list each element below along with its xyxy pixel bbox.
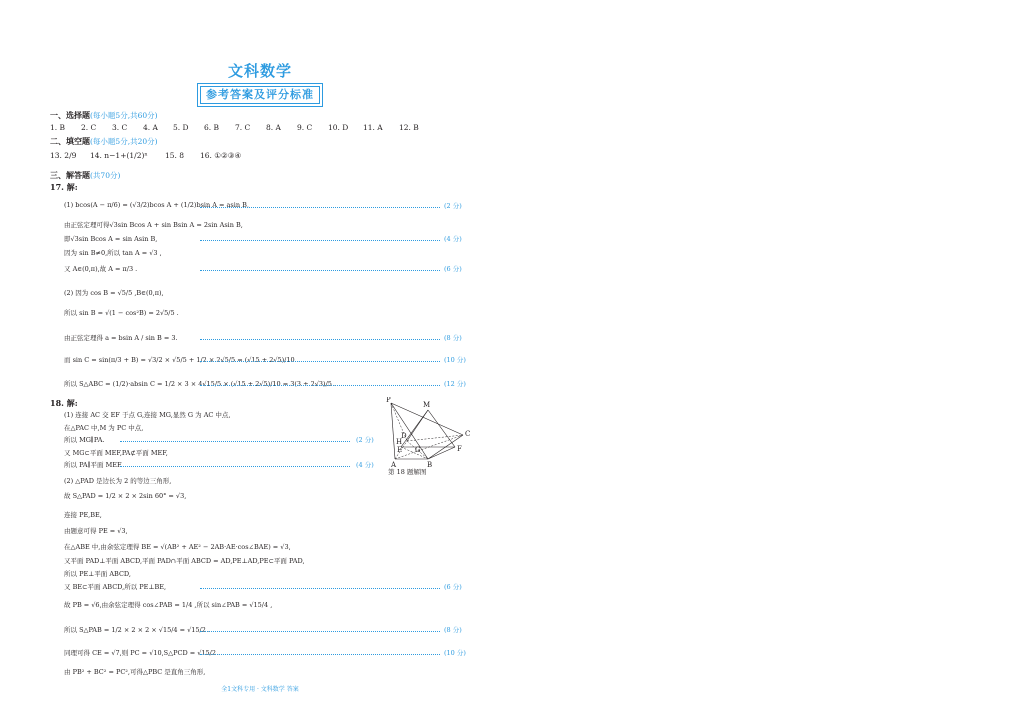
choice-answer: 10. D: [328, 123, 349, 132]
solution-line: (1) 连接 AC 交 EF 于点 G,连接 MG,显然 G 为 AC 中点,: [64, 411, 231, 419]
figure-caption: 第 18 题解图: [388, 468, 427, 476]
figure-label: D: [401, 432, 407, 440]
score-mark: (10 分): [444, 649, 466, 657]
solution-line: 故 S△PAD = 1/2 × 2 × 2sin 60° = √3,: [64, 492, 187, 500]
score-mark: (4 分): [356, 461, 374, 469]
score-leader: [120, 466, 350, 467]
solution-line: 又平面 PAD⊥平面 ABCD,平面 PAD∩平面 ABCD = AD,PE⊥AD,PE⊂平面 PAD,: [64, 557, 305, 565]
score-mark: (8 分): [444, 626, 462, 634]
solution-line: 所以 PA∥平面 MEF.: [64, 461, 123, 469]
edge-pa: [391, 403, 395, 459]
section3-note: (共70分): [90, 171, 121, 180]
page-title: 文科数学: [227, 62, 292, 80]
score-leader: [200, 339, 440, 340]
score-leader: [200, 207, 440, 208]
solution-line: 所以 S△ABC = (1/2)·absin C = 1/2 × 3 × 4√15/5 × (√15 + 2√5)/10 = 3(3 + 2√3)/5 .: [64, 380, 337, 388]
score-leader: [200, 588, 440, 589]
figure-label: C: [465, 430, 471, 438]
subtitle-box: 参考答案及评分标准: [200, 86, 320, 104]
solution-line: 而 sin C = sin(π/3 + B) = √3/2 × √5/5 + 1/2 × 2√5/5 = (√15 + 2√5)/10 .: [64, 356, 299, 364]
choice-answer: 7. C: [235, 123, 251, 132]
score-mark: (6 分): [444, 583, 462, 591]
score-mark: (4 分): [444, 235, 462, 243]
solution-line: 由正弦定理得 a = bsin A / sin B = 3.: [64, 334, 178, 342]
q18-label: 18. 解:: [50, 398, 78, 408]
solution-line: 因为 sin B≠0,所以 tan A = √3 ,: [64, 249, 162, 257]
edge-bf: [428, 447, 455, 459]
figure-label: M: [423, 401, 431, 409]
choice-answer: 1. B: [50, 123, 66, 132]
pyramid-figure: [383, 397, 473, 477]
solution-line: 所以 sin B = √(1 − cos²B) = 2√5/5 .: [64, 309, 179, 317]
choice-answer: 12. B: [399, 123, 419, 132]
section2-heading: [50, 136, 158, 147]
solution-line: 连接 PE,BE,: [64, 511, 102, 519]
solution-line: (2) 因为 cos B = √5/5 ,B∈(0,π),: [64, 289, 164, 297]
choice-answer: 8. A: [266, 123, 281, 132]
solution-line: 同理可得 CE = √7,则 PC = √10,S△PCD = √15/2 .: [64, 649, 221, 657]
choice-answer: 4. A: [143, 123, 158, 132]
solution-line: 所以 MG∥PA.: [64, 436, 105, 444]
figure-label: F: [457, 445, 462, 453]
solution-line: 即√3sin Bcos A = sin Asin B,: [64, 235, 158, 243]
score-leader: [200, 385, 440, 386]
figure-label: A: [391, 461, 397, 469]
score-leader: [200, 361, 440, 362]
solution-line: 在△PAC 中,M 为 PC 中点,: [64, 424, 144, 432]
section3-heading: [50, 170, 120, 181]
solution-line: (1) bcos(A − π/6) = (√3/2)bcos A + (1/2)bsin A = asin B,: [64, 201, 249, 209]
choice-answer: 11. A: [363, 123, 383, 132]
choice-answer: 9. C: [297, 123, 313, 132]
solution-line: 故 PB = √6,由余弦定理得 cos∠PAB = 1/4 ,所以 sin∠PAB = √15/4 ,: [64, 601, 273, 609]
solution-line: 由正弦定理可得√3sin Bcos A + sin Bsin A = 2sin Asin B,: [64, 221, 243, 229]
score-leader: [200, 240, 440, 241]
figure-label: H: [396, 438, 403, 446]
section2-title: 二、填空题: [50, 136, 90, 146]
page-footer: 全1文科专用 · 文科数学 答案: [221, 686, 299, 693]
fill-answer: 16. ①②③④: [200, 151, 242, 160]
section2-note: (每小题5分,共20分): [90, 137, 158, 146]
choice-answer: 2. C: [81, 123, 97, 132]
score-mark: (2 分): [356, 436, 374, 444]
choice-answer: 5. D: [173, 123, 189, 132]
figure-label: B: [427, 461, 433, 469]
solution-line: 在△ABE 中,由余弦定理得 BE = √(AB² + AE² − 2AB·AE·cos∠BAE) = √3,: [64, 543, 291, 551]
choice-answer: 3. C: [112, 123, 128, 132]
fill-answer: 14. n−1+(1/2)ⁿ: [90, 151, 148, 160]
solution-line: 由 PB² + BC² = PC²,可得△PBC 是直角三角形,: [64, 668, 206, 676]
section1-title: 一、选择题: [50, 110, 90, 120]
solution-line: 由题意可得 PE = √3,: [64, 527, 128, 535]
score-leader: [200, 270, 440, 271]
score-leader: [200, 631, 440, 632]
choice-answer: 6. B: [204, 123, 220, 132]
solution-line: 又 BE⊂平面 ABCD,所以 PE⊥BE,: [64, 583, 167, 591]
score-leader: [200, 654, 440, 655]
edge-em: [401, 410, 428, 447]
score-mark: (8 分): [444, 334, 462, 342]
edge-mf: [428, 410, 455, 447]
fill-answer: 13. 2/9: [50, 151, 77, 160]
q17-label: 17. 解:: [50, 182, 78, 192]
score-leader: [120, 441, 350, 442]
figure-label: P: [386, 397, 391, 404]
section1-note: (每小题5分,共60分): [90, 111, 158, 120]
solution-line: 又 MG⊂平面 MEF,PA⊄平面 MEF,: [64, 449, 168, 457]
section3-title: 三、解答题: [50, 170, 90, 180]
figure-label: E: [397, 446, 403, 454]
figure-label: G: [415, 446, 421, 454]
score-mark: (12 分): [444, 380, 466, 388]
fill-answer: 15. 8: [165, 151, 185, 160]
score-mark: (2 分): [444, 202, 462, 210]
section1-heading: [50, 110, 158, 121]
score-mark: (6 分): [444, 265, 462, 273]
solution-line: (2) △PAD 是边长为 2 的等边三角形,: [64, 477, 172, 485]
solution-line: 又 A∈(0,π),故 A = π/3 .: [64, 265, 138, 273]
solution-line: 所以 S△PAB = 1/2 × 2 × 2 × √15/4 = √15/2 .: [64, 626, 210, 634]
score-mark: (10 分): [444, 356, 466, 364]
solution-line: 所以 PE⊥平面 ABCD,: [64, 570, 131, 578]
